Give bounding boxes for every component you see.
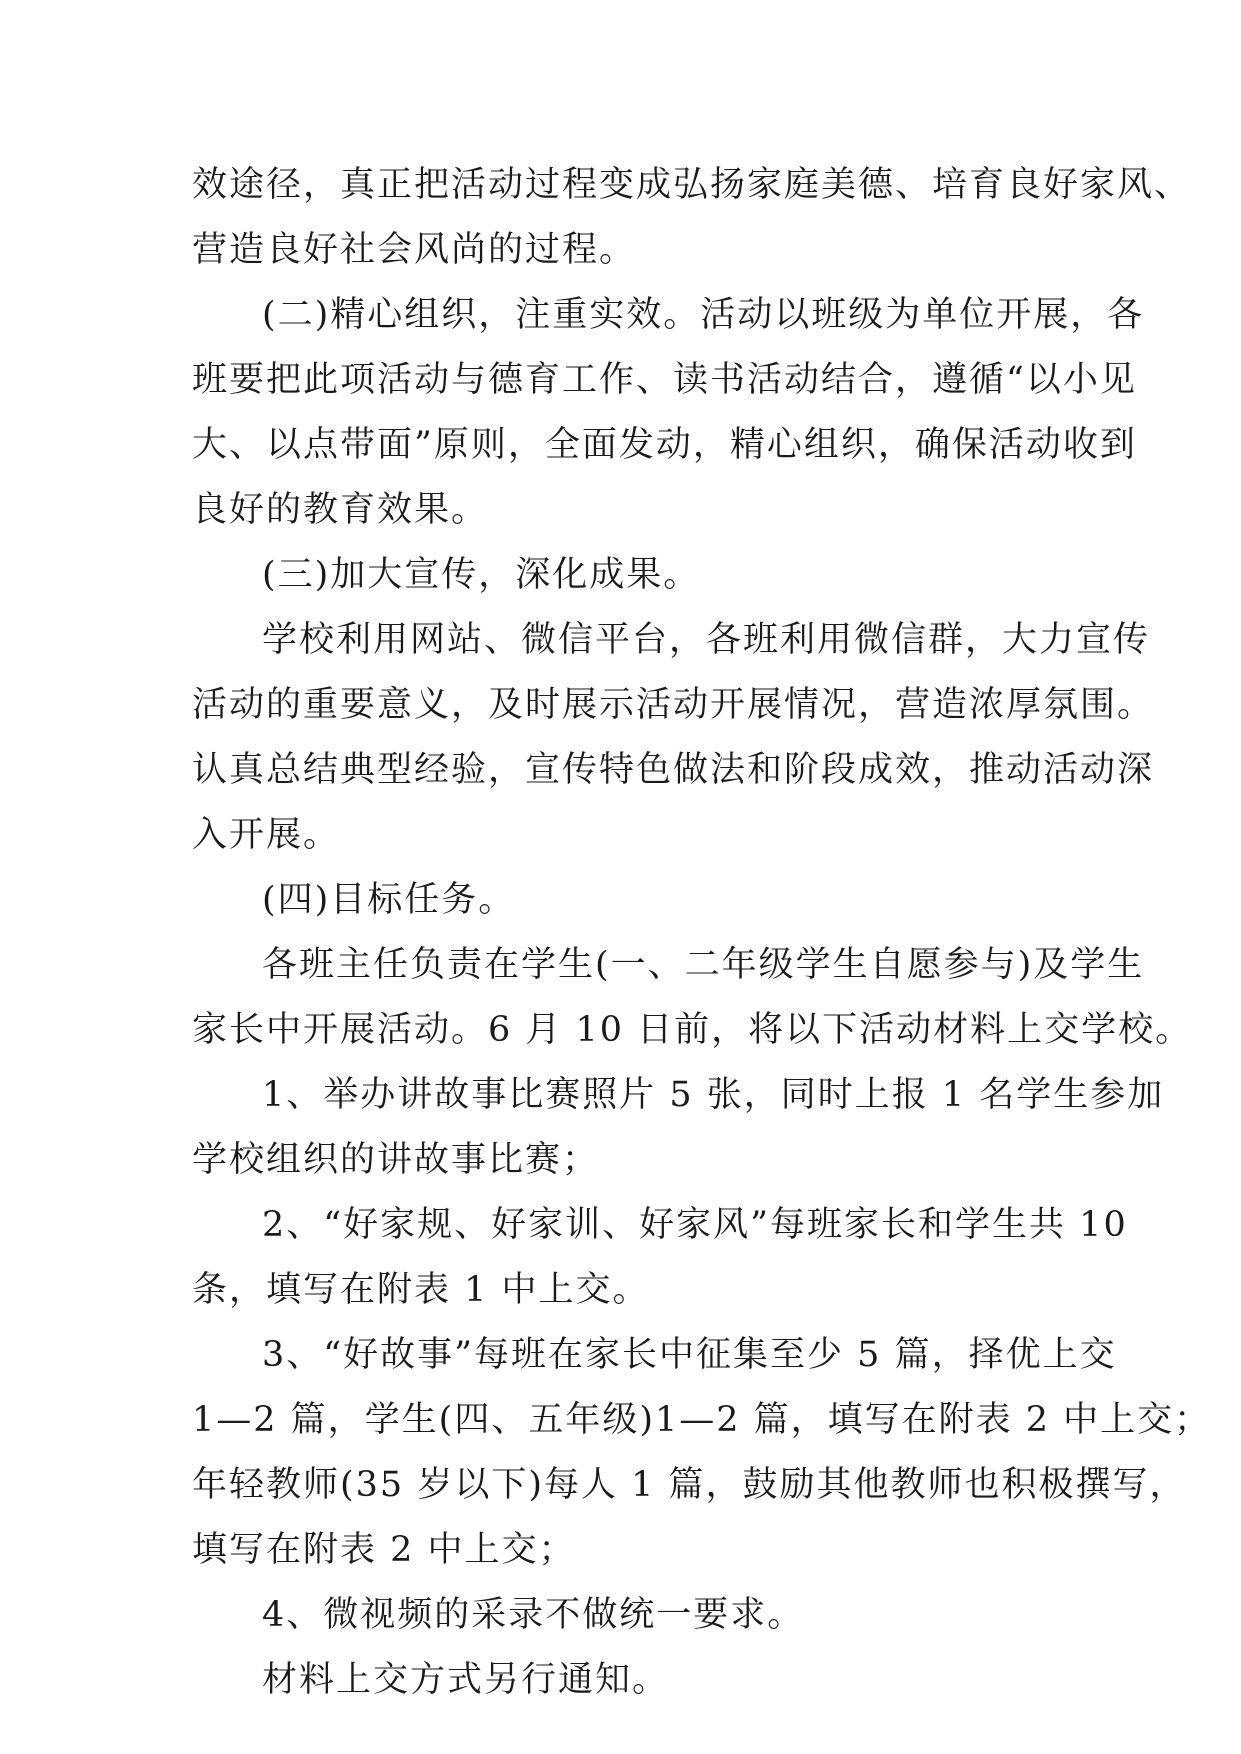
text-line: 年轻教师(35 岁以下)每人 1 篇，鼓励其他教师也积极撰写， <box>192 1465 1187 1505</box>
text-line: 活动的重要意义，及时展示活动开展情况，营造浓厚氛围。 <box>192 685 1155 725</box>
text-line: 认真总结典型经验，宣传特色做法和阶段成效，推动活动深 <box>192 750 1155 790</box>
text-line: 入开展。 <box>192 815 341 855</box>
paragraph-start: 材料上交方式另行通知。 <box>262 1660 670 1700</box>
text-line: 良好的教育效果。 <box>192 490 489 530</box>
text-line: 大、以点带面”原则，全面发动，精心组织，确保活动收到 <box>192 425 1137 465</box>
paragraph-start: 学校利用网站、微信平台，各班利用微信群，大力宣传 <box>262 620 1151 660</box>
section-heading: (二)精心组织，注重实效。活动以班级为单位开展，各 <box>262 295 1145 335</box>
list-item: 4、微视频的采录不做统一要求。 <box>262 1595 805 1635</box>
list-item: 3、“好故事”每班在家长中征集至少 5 篇，择优上交 <box>262 1335 1117 1375</box>
text-line: 班要把此项活动与德育工作、读书活动结合，遵循“以小见 <box>192 360 1137 400</box>
text-line: 学校组织的讲故事比赛； <box>192 1140 600 1180</box>
document-body <box>192 153 1212 1713</box>
text-line: 填写在附表 2 中上交； <box>192 1530 576 1570</box>
section-heading: (四)目标任务。 <box>262 880 516 920</box>
text-line: 1—2 篇，学生(四、五年级)1—2 篇，填写在附表 2 中上交； <box>192 1400 1212 1440</box>
paragraph-start: 各班主任负责在学生(一、二年级学生自愿参与)及学生 <box>262 945 1145 985</box>
section-heading: (三)加大宣传，深化成果。 <box>262 555 701 595</box>
text-line: 效途径，真正把活动过程变成弘扬家庭美德、培育良好家风、 <box>192 165 1192 205</box>
list-item: 2、“好家规、好家训、好家风”每班家长和学生共 10 <box>262 1205 1128 1245</box>
list-item: 1、举办讲故事比赛照片 5 张，同时上报 1 名学生参加 <box>262 1075 1165 1115</box>
text-line: 家长中开展活动。6 月 10 日前，将以下活动材料上交学校。 <box>192 1010 1193 1050</box>
text-line: 营造良好社会风尚的过程。 <box>192 230 637 270</box>
text-line: 条，填写在附表 1 中上交。 <box>192 1270 650 1310</box>
